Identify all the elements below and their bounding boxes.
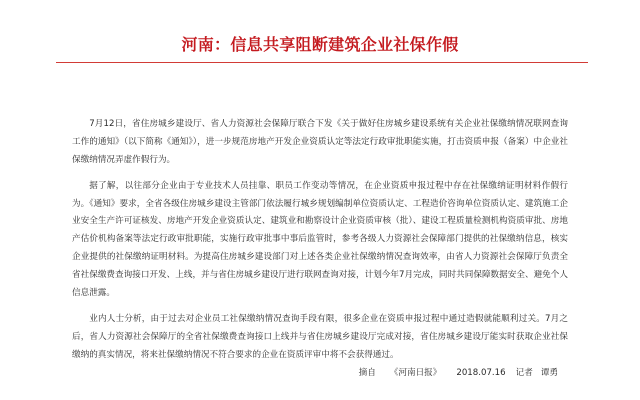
article-body [72, 116, 568, 373]
article-paragraph: 7月12日，省住房城乡建设厅、省人力资源社会保障厅联合下发《关于做好住房城乡建设系统有关企业社保缴纳情况联网查询工作的通知》（以下简称《通知》），进一步规范房地产开发企业资质认定等法定行政审批职能实施，打击资质申报（备案）中企业社保缴纳情况弄虚作假行为。 [72, 119, 568, 165]
article-paragraph: 业内人士分析，由于过去对企业员工社保缴纳情况查询手段有限，很多企业在资质申报过程中通过造假就能顺利过关。7月之后，省人力资源社会保障厅的全省社保缴费查询接口上线并与省住房城乡建设厅完成对接，省住房城乡建设厅能实时获取企业社保缴纳的真实情况，将来社保缴纳情况不符合要求的企业在资质评审中将不会获得通过。 [72, 313, 568, 360]
article-byline [359, 364, 558, 382]
article-title: 河南：信息共享阻断建筑企业社保作假 [181, 35, 459, 54]
byline-reporter-label: 记者 [515, 368, 533, 378]
byline-source-prefix: 摘自 [358, 368, 376, 378]
byline-source: 《河南日报》 [389, 368, 442, 378]
byline-reporter: 谭勇 [540, 368, 558, 378]
article-paragraph: 据了解，以往部分企业由于专业技术人员挂靠、职员工作变动等情况，在企业资质申报过程中存在社保缴纳证明材料作假行为。《通知》要求，全省各级住房城乡建设主管部门依法履行城乡规划编制单位资质认定、工程造价咨询单位资质认定、建筑施工企业安全生产许可证核发、房地产开发企业资质认定、建筑业和勘察设计企业资质审核（批）、建设工程质量检测机构资质审批、房地产估价机构备案等法定行政审批职能，实施行政审批事中事后监管时，参考各级人力资源社会保障部门提供的社保缴纳信息，核实企业提供的社保缴纳证明材料。为提高住房城乡建设部门对上述各类企业社保缴纳情况查询效率，由省人力资源社会保障厅负责全省社保缴费查询接口开发、上线，并与省住房城乡建设厅进行联网查询对接，计划今年7月完成，同时共同保障数据安全、避免个人信息泄露。 [72, 180, 568, 298]
byline-date: 2018.07.16 [456, 368, 506, 378]
title-divider [56, 62, 588, 63]
